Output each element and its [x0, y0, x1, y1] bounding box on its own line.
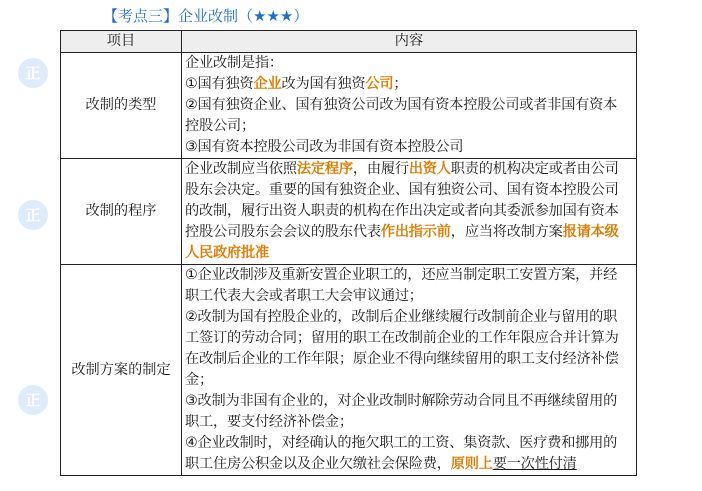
table-row [61, 159, 637, 265]
text-segment: 工签订的劳动合同；留用的职工在改制前企业的工作年限应合并计算为 [185, 330, 619, 346]
content-line [185, 180, 633, 201]
text-segment: 的改制，履行出资人职责的机构在作出决定或者向其委派参加国有资本 [185, 203, 619, 219]
text-segment: ④企业改制时，对经确认的拖欠职工的工资、集资款、医疗费和挪用的 [185, 435, 618, 451]
text-segment: 在改制后企业的工作年限；原企业不得向继续留用的职工支付经济补偿 [185, 351, 619, 367]
underlined-text: 要一次性付清 [492, 456, 577, 472]
row-content [182, 159, 637, 265]
header-content: 内容 [182, 31, 637, 53]
header-item: 项目 [61, 31, 182, 53]
watermark-logo-icon: 正 [18, 58, 48, 88]
content-line [185, 243, 633, 264]
highlight-text: 出资人 [408, 161, 451, 177]
table-header-row [61, 31, 637, 53]
watermark-logo-icon: 正 [18, 200, 48, 230]
text-segment: 职工，要支付经济补偿金； [185, 414, 353, 430]
text-segment: ，应当将改制方案 [450, 224, 563, 240]
content-line [185, 159, 633, 180]
text-segment: 职工代表大会或者职工大会审议通过； [185, 288, 423, 304]
row-item: 改制的程序 [61, 159, 182, 265]
content-line [185, 74, 633, 95]
row-item: 改制方案的制定 [61, 265, 182, 476]
text-segment: ②改制为国有控股企业的，改制后企业继续履行改制前企业与留用的职 [185, 309, 618, 325]
text-segment: ； [393, 76, 408, 92]
text-segment: ②国有独资企业、国有独资公司改为国有资本控股公司或者非国有资本 [185, 97, 618, 113]
text-segment: ，由履行 [352, 161, 409, 177]
text-segment: 金； [185, 372, 213, 388]
knowledge-table [60, 30, 637, 476]
text-segment: ③国有资本控股公司改为非国有资本控股公司 [185, 139, 464, 155]
highlight-text: 作出指示前 [380, 224, 451, 240]
highlight-text: 报请本级 [562, 224, 619, 240]
content-line [185, 265, 633, 286]
text-segment: 控股公司股东会会议的股东代表 [185, 224, 381, 240]
content-line [185, 454, 633, 475]
text-segment: ③改制为非国有企业的，对企业改制时解除劳动合同且不再继续留用的 [185, 393, 618, 409]
table-row [61, 53, 637, 159]
text-segment: ①企业改制涉及重新安置企业职工的，还应当制定职工安置方案，并经 [185, 267, 618, 283]
content-line [185, 201, 633, 222]
row-content [182, 265, 637, 476]
content-line [185, 328, 633, 349]
highlight-text: 原则上 [450, 456, 493, 472]
content-line [185, 222, 633, 243]
table-row [61, 265, 637, 476]
content-line [185, 412, 633, 433]
content-line [185, 116, 633, 137]
section-title: 【考点三】企业改制（★★★） [103, 7, 309, 25]
text-segment: 企业改制应当依照 [185, 161, 297, 177]
content-line [185, 307, 633, 328]
content-line [185, 433, 633, 454]
content-line [185, 137, 633, 158]
highlight-text: 法定程序 [296, 161, 353, 177]
content-line [185, 95, 633, 116]
text-segment: 企业改制是指： [185, 55, 283, 71]
text-segment: ①国有独资 [185, 76, 254, 92]
text-segment: 股东会决定。重要的国有独资企业、国有独资公司、国有资本控股公司 [185, 182, 619, 198]
highlight-text: 企业 [253, 76, 282, 92]
row-item: 改制的类型 [61, 53, 182, 159]
content-line [185, 391, 633, 412]
highlight-text: 公司 [365, 76, 394, 92]
content-line [185, 349, 633, 370]
text-segment: 控股公司； [185, 118, 255, 134]
text-segment: 改为国有独资 [281, 76, 366, 92]
highlight-text: 人民政府批准 [185, 245, 269, 261]
row-content [182, 53, 637, 159]
watermark-logo-icon: 正 [18, 385, 48, 415]
content-line [185, 370, 633, 391]
text-segment: 职责的机构决定或者由公司 [450, 161, 619, 177]
text-segment: 职工住房公积金以及企业欠缴社会保险费， [185, 456, 451, 472]
content-line [185, 286, 633, 307]
content-line [185, 53, 633, 74]
